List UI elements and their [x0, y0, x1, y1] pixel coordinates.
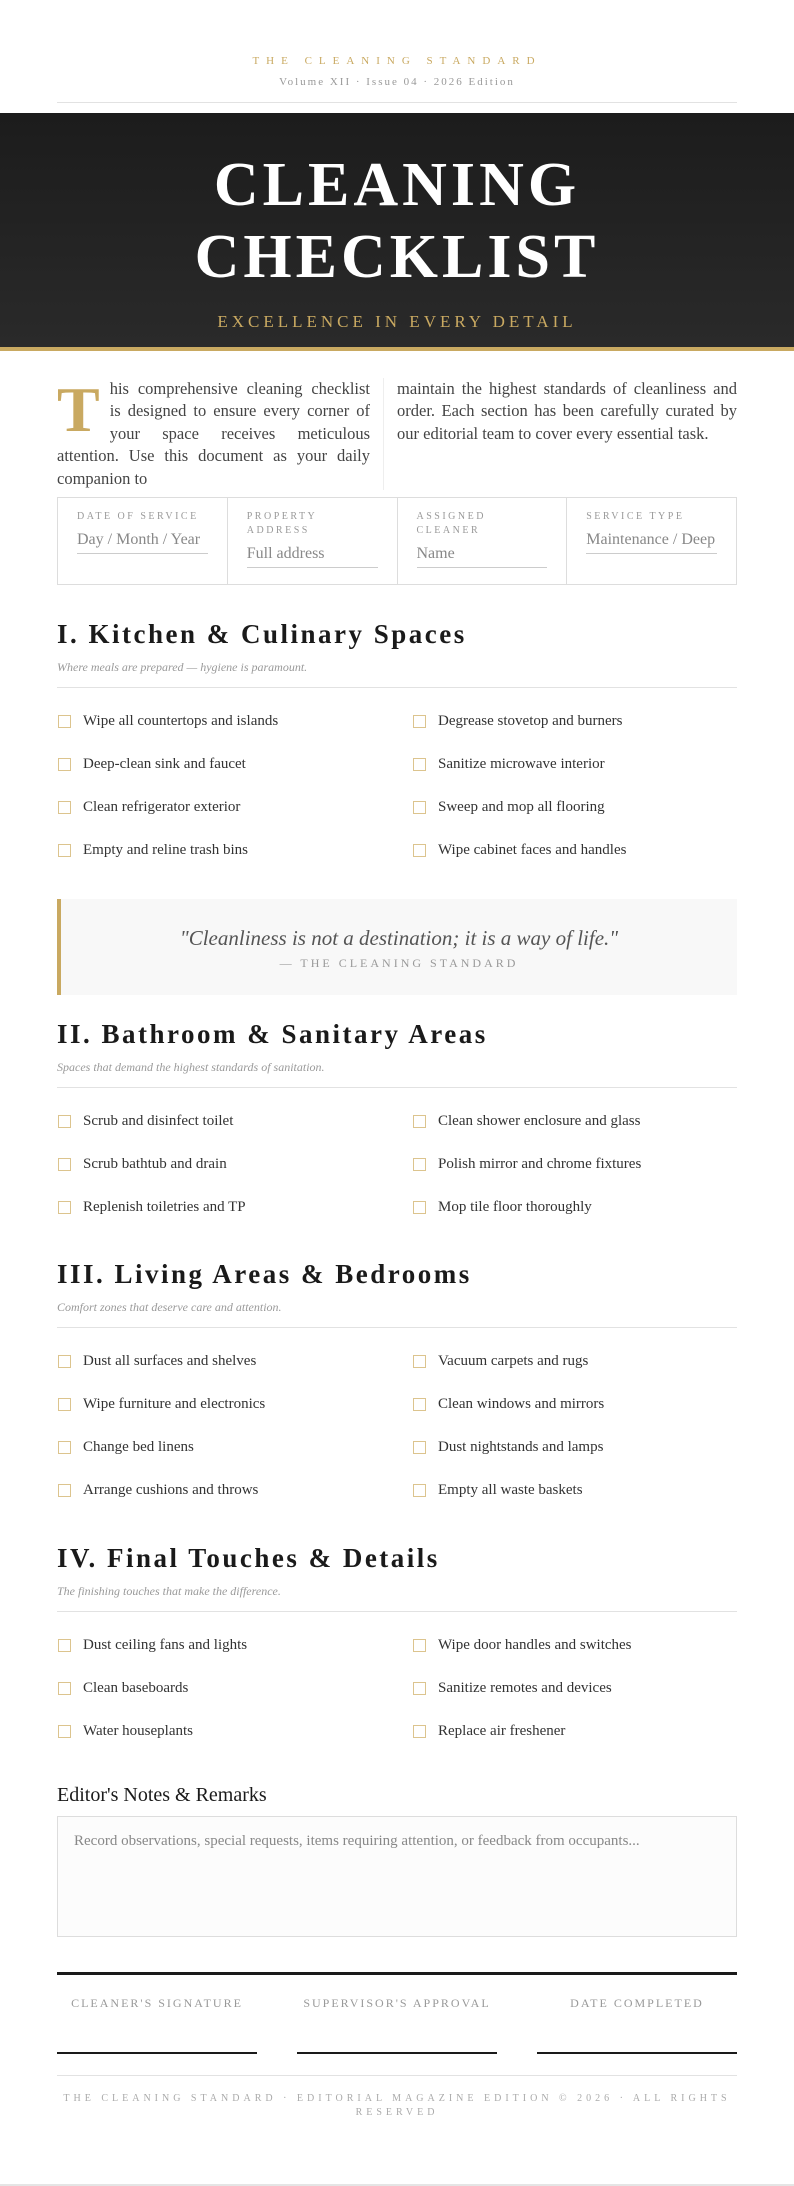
checkbox-icon[interactable] [58, 1484, 71, 1497]
field-label: PROPERTY ADDRESS [246, 511, 317, 536]
checklist-item-label: Empty and reline trash bins [83, 842, 248, 858]
checkbox-icon[interactable] [58, 1201, 71, 1214]
hero-banner [0, 113, 794, 351]
checklist-item[interactable] [412, 743, 737, 786]
checklist-item[interactable] [412, 1624, 737, 1667]
signature-line[interactable] [57, 2052, 257, 2054]
divider [57, 102, 737, 103]
checklist [57, 688, 737, 872]
checklist-item[interactable] [57, 1667, 412, 1710]
checkbox-icon[interactable] [413, 1115, 426, 1128]
checklist-item[interactable] [412, 786, 737, 829]
checklist-item-label: Scrub and disinfect toilet [83, 1113, 234, 1129]
service-type-input[interactable] [586, 531, 717, 554]
hero-subtitle: EXCELLENCE IN EVERY DETAIL [217, 312, 577, 331]
checkbox-icon[interactable] [413, 801, 426, 814]
checkbox-icon[interactable] [413, 1639, 426, 1652]
checklist-item[interactable] [57, 1340, 412, 1383]
signature-label: CLEANER'S SIGNATURE [71, 1996, 243, 2010]
checkbox-icon[interactable] [413, 1355, 426, 1368]
checklist [57, 1612, 737, 1753]
supervisor-approval [297, 1995, 497, 2054]
checkbox-icon[interactable] [413, 715, 426, 728]
assigned-cleaner-field [398, 498, 568, 584]
checkbox-icon[interactable] [58, 1441, 71, 1454]
checklist-item-label: Wipe cabinet faces and handles [438, 842, 627, 858]
checklist-item[interactable] [412, 1143, 737, 1186]
section-description: Spaces that demand the highest standards of sanitation. [57, 1059, 737, 1088]
section-description: The finishing touches that make the difference. [57, 1583, 737, 1612]
checklist-item-label: Polish mirror and chrome fixtures [438, 1156, 642, 1172]
section-living-areas [57, 1256, 737, 1512]
checkbox-icon[interactable] [413, 1484, 426, 1497]
drop-cap: T [57, 374, 100, 445]
checklist-item-label: Arrange cushions and throws [83, 1482, 259, 1498]
checkbox-icon[interactable] [413, 1725, 426, 1738]
checklist-item-label: Sanitize microwave interior [438, 756, 605, 772]
field-label: SERVICE TYPE [586, 511, 685, 522]
checklist-item[interactable] [412, 829, 737, 872]
checklist-item-label: Empty all waste baskets [438, 1482, 583, 1498]
checklist-item-label: Sweep and mop all flooring [438, 799, 605, 815]
checklist-item-label: Scrub bathtub and drain [83, 1156, 227, 1172]
checkbox-icon[interactable] [413, 1398, 426, 1411]
checklist-item-label: Vacuum carpets and rugs [438, 1353, 589, 1369]
date-of-service-field [58, 498, 228, 584]
quote-text: "Cleanliness is not a destination; it is a way of life." [179, 926, 619, 950]
signature-line[interactable] [297, 2052, 497, 2054]
checklist-item[interactable] [57, 786, 412, 829]
section-description: Comfort zones that deserve care and attention. [57, 1299, 737, 1328]
checklist-item[interactable] [57, 1186, 412, 1229]
service-details-form [57, 497, 737, 585]
checklist-item-label: Wipe door handles and switches [438, 1637, 632, 1653]
checklist-item[interactable] [412, 1469, 737, 1512]
intro-text-left: his comprehensive cleaning checklist is designed to ensure every corner of your space receives meticulous attention. Use this document as your daily companion to [57, 379, 370, 488]
checkbox-icon[interactable] [413, 1158, 426, 1171]
checkbox-icon[interactable] [413, 1441, 426, 1454]
masthead-volume: Volume XII · Issue 04 · 2026 Edition [279, 76, 515, 88]
section-kitchen [57, 616, 737, 872]
checklist-item-label: Clean shower enclosure and glass [438, 1113, 641, 1129]
intro-text-right: maintain the highest standards of cleanliness and order. Each section has been carefully curated by our editorial team to cover every essential task. [397, 379, 737, 443]
title-line-1: CLEANING [213, 151, 581, 219]
checklist-item-label: Replenish toiletries and TP [83, 1199, 246, 1215]
checklist-item-label: Dust nightstands and lamps [438, 1439, 604, 1455]
section-bathroom [57, 1016, 737, 1229]
checkbox-icon[interactable] [58, 715, 71, 728]
checklist-item-label: Replace air freshener [438, 1723, 566, 1739]
section-title: I. Kitchen & Culinary Spaces [57, 619, 467, 649]
property-address-input[interactable] [247, 545, 378, 568]
checklist-item[interactable] [57, 1710, 412, 1753]
checkbox-icon[interactable] [413, 1682, 426, 1695]
section-description: Where meals are prepared — hygiene is paramount. [57, 659, 737, 688]
checkbox-icon[interactable] [58, 801, 71, 814]
checkbox-icon[interactable] [58, 1398, 71, 1411]
footer: THE CLEANING STANDARD · EDITORIAL MAGAZINE EDITION © 2026 · ALL RIGHTS RESERVED [57, 2075, 737, 2120]
intro [57, 374, 737, 490]
signature-label: DATE COMPLETED [570, 1996, 704, 2010]
checklist-item-label: Mop tile floor thoroughly [438, 1199, 592, 1215]
checklist-item-label: Water houseplants [83, 1723, 194, 1739]
checkbox-icon[interactable] [58, 1115, 71, 1128]
date-completed [537, 1995, 737, 2054]
section-final-touches [57, 1540, 737, 1753]
checklist-item-label: Dust ceiling fans and lights [83, 1637, 248, 1653]
checkbox-icon[interactable] [413, 758, 426, 771]
checklist-item-label: Wipe all countertops and islands [83, 713, 279, 729]
checklist-item[interactable] [57, 829, 412, 872]
checklist-item[interactable] [412, 1186, 737, 1229]
intro-left-column [57, 374, 384, 490]
main-content [57, 616, 737, 2120]
date-of-service-input[interactable] [77, 531, 208, 554]
field-label: ASSIGNED CLEANER [416, 511, 486, 536]
checkbox-icon[interactable] [58, 1682, 71, 1695]
checklist-item-label: Degrease stovetop and burners [438, 713, 623, 729]
checklist-item[interactable] [57, 1624, 412, 1667]
title-line-2: CHECKLIST [194, 223, 600, 291]
checkbox-icon[interactable] [58, 758, 71, 771]
section-title: IV. Final Touches & Details [57, 1543, 440, 1573]
checkbox-icon[interactable] [413, 844, 426, 857]
checklist [57, 1328, 737, 1512]
checklist-item[interactable] [412, 1710, 737, 1753]
checkbox-icon[interactable] [58, 1725, 71, 1738]
section-title: III. Living Areas & Bedrooms [57, 1259, 472, 1289]
checklist-item-label: Wipe furniture and electronics [83, 1396, 266, 1412]
checklist-item[interactable] [57, 1383, 412, 1426]
property-address-field [228, 498, 398, 584]
checkbox-icon[interactable] [413, 1201, 426, 1214]
checkbox-icon[interactable] [58, 1355, 71, 1368]
masthead-brand: THE CLEANING STANDARD [252, 55, 542, 67]
signature-block [57, 1972, 737, 2054]
checklist-item[interactable] [412, 1340, 737, 1383]
checklist-item[interactable] [57, 1469, 412, 1512]
quote-attribution: — THE CLEANING STANDARD [279, 956, 519, 970]
page-title [0, 113, 794, 293]
pull-quote [57, 899, 737, 995]
checklist-item[interactable] [412, 1383, 737, 1426]
notes-textarea[interactable] [57, 1816, 737, 1937]
checklist-item-label: Sanitize remotes and devices [438, 1680, 612, 1696]
checklist-item[interactable] [412, 1426, 737, 1469]
checkbox-icon[interactable] [58, 1158, 71, 1171]
section-title: II. Bathroom & Sanitary Areas [57, 1019, 488, 1049]
checklist-item[interactable] [57, 743, 412, 786]
notes-heading: Editor's Notes & Remarks [57, 1784, 267, 1806]
checklist-item[interactable] [412, 1667, 737, 1710]
checklist-item[interactable] [412, 1100, 737, 1143]
signature-line[interactable] [537, 2052, 737, 2054]
checklist-item-label: Dust all surfaces and shelves [83, 1353, 257, 1369]
checklist-item-label: Clean refrigerator exterior [83, 799, 241, 815]
checklist-item[interactable] [412, 700, 737, 743]
checklist-item-label: Change bed linens [83, 1439, 194, 1455]
signature-label: SUPERVISOR'S APPROVAL [303, 1996, 491, 2010]
cleaner-signature [57, 1995, 257, 2054]
checklist [57, 1088, 737, 1229]
checklist-item[interactable] [57, 1426, 412, 1469]
field-label: DATE OF SERVICE [77, 511, 199, 522]
assigned-cleaner-input[interactable] [417, 545, 548, 568]
checklist-item[interactable] [57, 1143, 412, 1186]
checkbox-icon[interactable] [58, 1639, 71, 1652]
checkbox-icon[interactable] [58, 844, 71, 857]
checklist-item[interactable] [57, 1100, 412, 1143]
checklist-item-label: Deep-clean sink and faucet [83, 756, 246, 772]
service-type-field [567, 498, 736, 584]
checklist-item-label: Clean windows and mirrors [438, 1396, 605, 1412]
checklist-item-label: Clean baseboards [83, 1680, 189, 1696]
checklist-item[interactable] [57, 700, 412, 743]
